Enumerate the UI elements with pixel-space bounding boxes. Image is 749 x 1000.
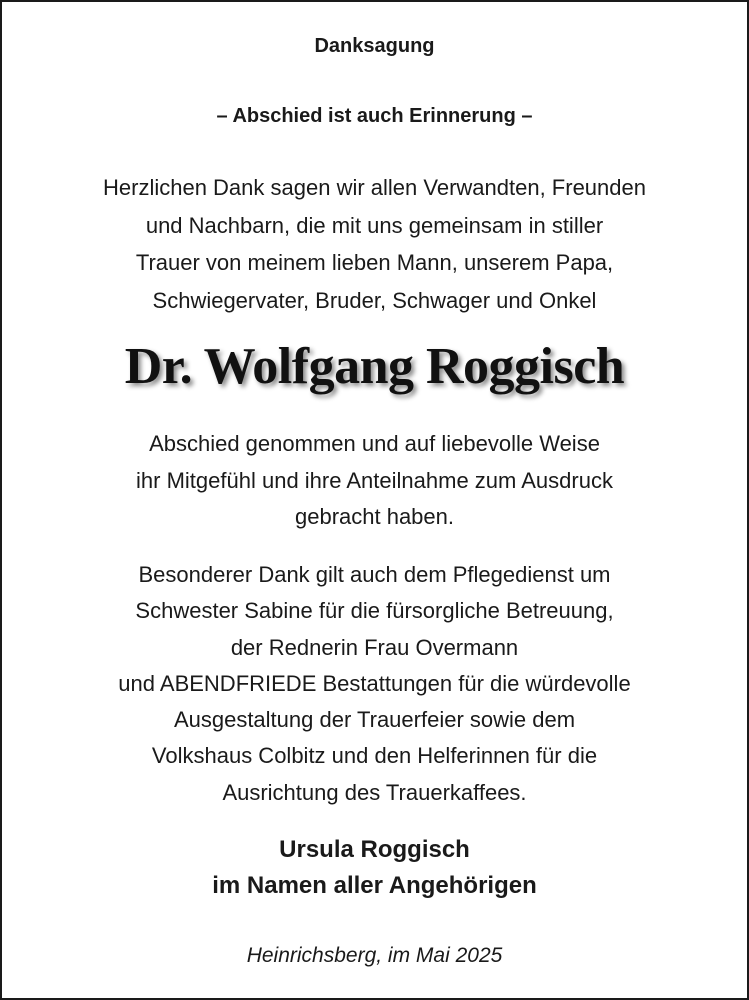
- special-thanks-line: und ABENDFRIEDE Bestattungen für die würdevolle: [118, 670, 631, 696]
- intro-paragraph: [2, 169, 747, 319]
- deceased-name: Dr. Wolfgang Roggisch: [124, 338, 625, 395]
- special-thanks-line: der Rednerin Frau Overmann: [230, 634, 519, 660]
- thanks-line: Abschied genommen und auf liebevolle Weise: [149, 431, 600, 456]
- special-thanks-line: Volkshaus Colbitz und den Helferinnen für die: [151, 743, 598, 769]
- signature-on-behalf: im Namen aller Angehörigen: [212, 872, 537, 899]
- special-thanks-paragraph: [2, 557, 747, 811]
- intro-line: Schwiegervater, Bruder, Schwager und Onkel: [152, 287, 597, 313]
- notice-motto: – Abschied ist auch Erinnerung –: [216, 105, 533, 127]
- intro-line: und Nachbarn, die mit uns gemeinsam in stiller: [145, 212, 604, 238]
- notice-heading: Danksagung: [314, 35, 435, 57]
- special-thanks-line: Ausrichtung des Trauerkaffees.: [222, 779, 527, 805]
- signature-name: Ursula Roggisch: [279, 836, 470, 863]
- thanks-line: ihr Mitgefühl und ihre Anteilnahme zum Ausdruck: [136, 467, 613, 493]
- thanks-paragraph: [2, 426, 747, 536]
- intro-line: Herzlichen Dank sagen wir allen Verwandten, Freunden: [103, 175, 646, 200]
- special-thanks-line: Ausgestaltung der Trauerfeier sowie dem: [173, 707, 576, 733]
- thanks-line: gebracht haben.: [294, 504, 455, 529]
- place-and-date: Heinrichsberg, im Mai 2025: [246, 944, 503, 967]
- signature-block: [2, 832, 747, 904]
- special-thanks-line: Schwester Sabine für die fürsorgliche Betreuung,: [135, 598, 614, 624]
- intro-line: Trauer von meinem lieben Mann, unserem Papa,: [135, 250, 614, 275]
- special-thanks-line: Besonderer Dank gilt auch dem Pflegedienst um: [138, 562, 611, 587]
